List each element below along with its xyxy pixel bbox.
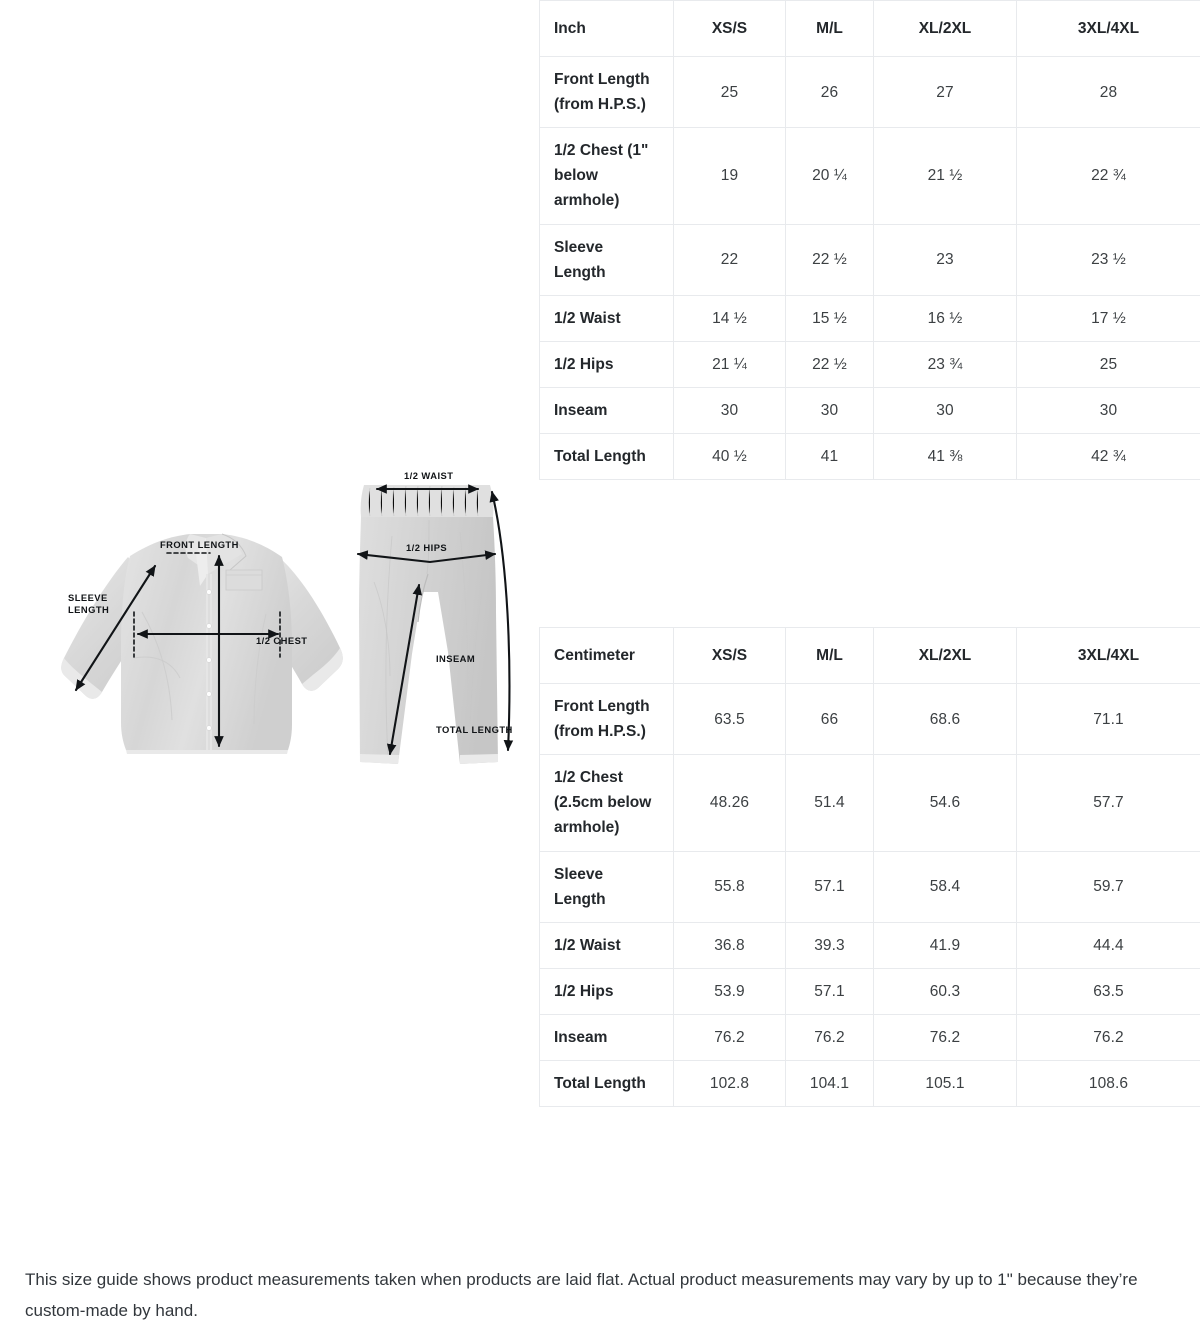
row-label-half-hips: 1/2 Hips bbox=[540, 341, 674, 387]
sleeve-length-label-line1: SLEEVE bbox=[68, 592, 108, 603]
total-length-label: TOTAL LENGTH bbox=[436, 724, 513, 735]
cell-front-length-xl-2xl: 27 bbox=[874, 57, 1017, 128]
cell-front-length-xs-s: 63.5 bbox=[674, 684, 786, 755]
inch-size-table bbox=[539, 0, 1200, 480]
cell-half-hips-3xl-4xl: 63.5 bbox=[1017, 968, 1200, 1014]
column-header-inch-m-l: M/L bbox=[786, 1, 874, 57]
cell-half-chest-xs-s: 48.26 bbox=[674, 755, 786, 851]
row-label-sleeve-length: Sleeve Length bbox=[540, 224, 674, 295]
half-waist-label: 1/2 WAIST bbox=[404, 470, 454, 481]
cell-sleeve-length-3xl-4xl: 23 ½ bbox=[1017, 224, 1200, 295]
cell-inseam-3xl-4xl: 30 bbox=[1017, 387, 1200, 433]
column-header-inch-xs-s: XS/S bbox=[674, 1, 786, 57]
cell-half-waist-xl-2xl: 16 ½ bbox=[874, 295, 1017, 341]
row-label-inseam: Inseam bbox=[540, 1014, 674, 1060]
pajama-diagram-svg bbox=[30, 462, 525, 817]
cell-front-length-xs-s: 25 bbox=[674, 57, 786, 128]
cell-front-length-xl-2xl: 68.6 bbox=[874, 684, 1017, 755]
cell-half-hips-m-l: 22 ½ bbox=[786, 341, 874, 387]
cell-total-length-m-l: 104.1 bbox=[786, 1061, 874, 1107]
row-label-half-chest: 1/2 Chest (2.5cm below armhole) bbox=[540, 755, 674, 851]
table-row bbox=[540, 387, 1200, 433]
cell-half-waist-m-l: 15 ½ bbox=[786, 295, 874, 341]
table-row bbox=[540, 851, 1200, 922]
cell-half-waist-xs-s: 14 ½ bbox=[674, 295, 786, 341]
table-row bbox=[540, 684, 1200, 755]
table-header-row bbox=[540, 1, 1200, 57]
table-row bbox=[540, 922, 1200, 968]
cell-half-hips-xl-2xl: 23 ¾ bbox=[874, 341, 1017, 387]
row-label-half-chest: 1/2 Chest (1" below armhole) bbox=[540, 128, 674, 224]
cell-half-hips-m-l: 57.1 bbox=[786, 968, 874, 1014]
cell-total-length-m-l: 41 bbox=[786, 434, 874, 480]
table-row bbox=[540, 295, 1200, 341]
cell-half-hips-3xl-4xl: 25 bbox=[1017, 341, 1200, 387]
table-row bbox=[540, 128, 1200, 224]
row-label-half-hips: 1/2 Hips bbox=[540, 968, 674, 1014]
table-row bbox=[540, 341, 1200, 387]
cell-sleeve-length-m-l: 22 ½ bbox=[786, 224, 874, 295]
table-row bbox=[540, 224, 1200, 295]
inch-size-table-container bbox=[539, 0, 1200, 480]
cell-sleeve-length-xs-s: 55.8 bbox=[674, 851, 786, 922]
cell-sleeve-length-m-l: 57.1 bbox=[786, 851, 874, 922]
cell-half-hips-xs-s: 53.9 bbox=[674, 968, 786, 1014]
cell-inseam-xs-s: 76.2 bbox=[674, 1014, 786, 1060]
column-header-cm-xl-2xl: XL/2XL bbox=[874, 628, 1017, 684]
cell-total-length-xl-2xl: 41 ⅜ bbox=[874, 434, 1017, 480]
table-row bbox=[540, 755, 1200, 851]
row-label-half-waist: 1/2 Waist bbox=[540, 922, 674, 968]
cell-front-length-3xl-4xl: 28 bbox=[1017, 57, 1200, 128]
diagram-panel bbox=[0, 0, 539, 1255]
cell-half-chest-m-l: 51.4 bbox=[786, 755, 874, 851]
cell-inseam-xs-s: 30 bbox=[674, 387, 786, 433]
cell-total-length-xs-s: 40 ½ bbox=[674, 434, 786, 480]
cell-half-waist-3xl-4xl: 44.4 bbox=[1017, 922, 1200, 968]
cell-sleeve-length-xl-2xl: 58.4 bbox=[874, 851, 1017, 922]
centimeter-size-table bbox=[539, 627, 1200, 1107]
row-label-total-length: Total Length bbox=[540, 1061, 674, 1107]
front-length-label: FRONT LENGTH bbox=[160, 539, 239, 550]
column-header-cm-xs-s: XS/S bbox=[674, 628, 786, 684]
cell-front-length-3xl-4xl: 71.1 bbox=[1017, 684, 1200, 755]
cell-total-length-xs-s: 102.8 bbox=[674, 1061, 786, 1107]
cell-half-waist-3xl-4xl: 17 ½ bbox=[1017, 295, 1200, 341]
size-guide-disclaimer: This size guide shows product measurements taken when products are laid flat. Actual product measurements may vary by up to 1" because they’re custom-made by hand. bbox=[25, 1270, 1138, 1321]
pajama-pants-illustration bbox=[359, 485, 498, 764]
cell-half-chest-xl-2xl: 21 ½ bbox=[874, 128, 1017, 224]
cell-total-length-3xl-4xl: 108.6 bbox=[1017, 1061, 1200, 1107]
cell-inseam-xl-2xl: 76.2 bbox=[874, 1014, 1017, 1060]
half-chest-label: 1/2 CHEST bbox=[256, 635, 308, 646]
column-header-inch-3xl-4xl: 3XL/4XL bbox=[1017, 1, 1200, 57]
cell-half-chest-xs-s: 19 bbox=[674, 128, 786, 224]
table-row bbox=[540, 434, 1200, 480]
cell-inseam-m-l: 30 bbox=[786, 387, 874, 433]
unit-header-inch: Inch bbox=[540, 1, 674, 57]
table-row bbox=[540, 1061, 1200, 1107]
column-header-cm-m-l: M/L bbox=[786, 628, 874, 684]
unit-header-centimeter: Centimeter bbox=[540, 628, 674, 684]
sleeve-length-label-line2: LENGTH bbox=[68, 604, 110, 615]
inseam-label: INSEAM bbox=[436, 653, 476, 664]
cell-inseam-3xl-4xl: 76.2 bbox=[1017, 1014, 1200, 1060]
cell-front-length-m-l: 66 bbox=[786, 684, 874, 755]
cell-half-waist-m-l: 39.3 bbox=[786, 922, 874, 968]
column-header-cm-3xl-4xl: 3XL/4XL bbox=[1017, 628, 1200, 684]
table-row bbox=[540, 57, 1200, 128]
cell-inseam-m-l: 76.2 bbox=[786, 1014, 874, 1060]
table-header-row bbox=[540, 628, 1200, 684]
cell-front-length-m-l: 26 bbox=[786, 57, 874, 128]
row-label-inseam: Inseam bbox=[540, 387, 674, 433]
cell-half-hips-xs-s: 21 ¼ bbox=[674, 341, 786, 387]
cell-half-waist-xl-2xl: 41.9 bbox=[874, 922, 1017, 968]
cell-total-length-xl-2xl: 105.1 bbox=[874, 1061, 1017, 1107]
column-header-inch-xl-2xl: XL/2XL bbox=[874, 1, 1017, 57]
cell-half-chest-xl-2xl: 54.6 bbox=[874, 755, 1017, 851]
table-row bbox=[540, 968, 1200, 1014]
cell-sleeve-length-xl-2xl: 23 bbox=[874, 224, 1017, 295]
cell-sleeve-length-xs-s: 22 bbox=[674, 224, 786, 295]
row-label-front-length: Front Length (from H.P.S.) bbox=[540, 57, 674, 128]
cell-inseam-xl-2xl: 30 bbox=[874, 387, 1017, 433]
cell-total-length-3xl-4xl: 42 ¾ bbox=[1017, 434, 1200, 480]
row-label-half-waist: 1/2 Waist bbox=[540, 295, 674, 341]
cell-half-chest-m-l: 20 ¼ bbox=[786, 128, 874, 224]
table-row bbox=[540, 1014, 1200, 1060]
cell-half-chest-3xl-4xl: 22 ¾ bbox=[1017, 128, 1200, 224]
row-label-sleeve-length: Sleeve Length bbox=[540, 851, 674, 922]
cell-half-hips-xl-2xl: 60.3 bbox=[874, 968, 1017, 1014]
row-label-front-length: Front Length (from H.P.S.) bbox=[540, 684, 674, 755]
cell-sleeve-length-3xl-4xl: 59.7 bbox=[1017, 851, 1200, 922]
cell-half-chest-3xl-4xl: 57.7 bbox=[1017, 755, 1200, 851]
centimeter-size-table-container bbox=[539, 627, 1200, 1107]
cell-half-waist-xs-s: 36.8 bbox=[674, 922, 786, 968]
row-label-total-length: Total Length bbox=[540, 434, 674, 480]
half-hips-label: 1/2 HIPS bbox=[406, 542, 448, 553]
pajama-set-measurement-diagram bbox=[30, 462, 525, 817]
